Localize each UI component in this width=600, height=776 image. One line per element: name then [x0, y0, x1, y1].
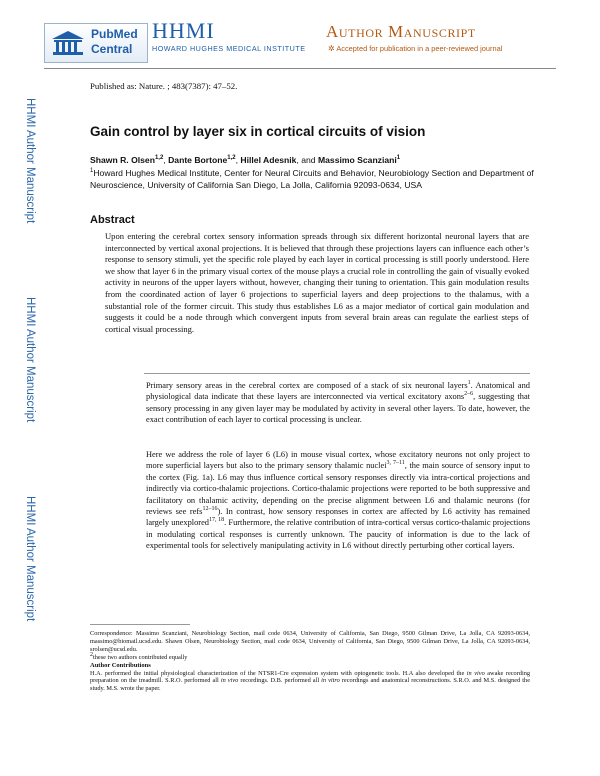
pmc-logo-text-1: PubMed — [91, 27, 138, 41]
published-as: Published as: Nature. ; 483(7387): 47–52. — [90, 81, 238, 91]
equal-contribution-note — [90, 651, 530, 662]
abstract-text: Upon entering the cerebral cortex sensory information spreads through six different horizontal neuronal layers that are interconnected by vertical axonal projections. It is believed that through these projections layers can influence each other’s response to sensory stimuli, yet the specific role played by each layer in cortical processing is still poorly understood. Here we show that layer 6 in the primary visual cortex of the mouse plays a crucial role in controlling the gain of visually evoked activity in neurons of the upper layers without, however, changing their tuning to orientation. This gain modulation results from the coordinated action of layer 6 projections to superficial layers and deep projections to the thalamus, with a substantial role of the former circuit. This study thus establishes L6 as a major mediator of cortical gain modulation and suggests it could be a node through which convergent inputs from several brain areas can regulate the earliest steps of cortical visual processing. — [105, 231, 529, 334]
article-title: Gain control by layer six in cortical circuits of vision — [90, 124, 426, 139]
author-name: Shawn R. Olsen — [90, 155, 155, 165]
side-banner-text: HHMI Author Manuscript — [24, 98, 36, 224]
pmc-logo-text-2: Central — [91, 42, 133, 56]
pubmed-central-logo — [44, 23, 148, 63]
author-separator: , and — [296, 155, 318, 165]
correspondence-note: Correspondence: Massimo Scanziani, Neurobiology Section, mail code 0634, University of California, San Diego, 9500 Gilman Drive, La Jolla, CA 92093-0634, massimo@biomail.ucsd.edu. Shawn Olsen, Neurobiology Section, mail code 0634, University of California, San Diego, 9500 Gilman Drive, La Jolla, CA 92093-0634, srolsen@ucsd.edu. — [90, 630, 530, 653]
abstract-divider — [144, 373, 530, 374]
author-name: Dante Bortone — [168, 155, 228, 165]
footnote-text: H.A. performed the initial physiological characterization of the NTSR1-Cre expression system with optogenetic tools. H.A also developed the — [90, 669, 467, 677]
citation-ref: 3, 7–11 — [386, 460, 405, 467]
footnote-divider — [90, 624, 190, 625]
body-text: . Anatomical and physiological data indicate that these layers are interconnected via vertical excitatory axons — [146, 381, 530, 402]
author-name: Hillel Adesnik — [240, 155, 297, 165]
body-text: ). In contrast, how sensory responses in cortex are affected by L6 activity has remained largely unexplored — [146, 507, 530, 528]
footnote-sup: 2 — [90, 651, 93, 658]
footnote-text: recordings and anatomical reconstructions. S.R.O. and M.S. designed the study. M.S. wrote the paper. — [90, 677, 530, 693]
affiliation — [90, 167, 550, 191]
footnotes — [90, 630, 530, 693]
author-sup: 1,2 — [227, 155, 236, 162]
side-banner-text: HHMI Author Manuscript — [24, 297, 36, 423]
body-text: . Furthermore, the relative contribution of intra-cortical versus cortico-thalamic projections in modulating cortical responses is currently unknown. The paucity of information is due to the lack of experimental tools for selectively manipulating activity in L6 without directly perturbing other cortical layers. — [146, 518, 531, 551]
author-separator: , — [163, 155, 169, 165]
author-manuscript-title: Author Manuscript — [326, 22, 476, 41]
footnote-italic: in vivo — [220, 677, 239, 685]
hhmi-logo-small: HOWARD HUGHES MEDICAL INSTITUTE — [152, 44, 306, 53]
hhmi-logo-big: HHMI — [152, 18, 215, 43]
abstract-heading: Abstract — [90, 214, 135, 226]
pmc-building-icon — [50, 30, 86, 56]
author-sup: 1 — [396, 155, 401, 162]
affiliation-sup: 1 — [90, 168, 94, 175]
author-contributions-text — [90, 670, 530, 694]
author-name: Massimo Scanziani — [317, 155, 397, 165]
author-list — [90, 155, 400, 165]
body-paragraph — [146, 380, 530, 426]
author-separator: , — [235, 155, 241, 165]
footnote-italic: in vitro — [321, 677, 340, 685]
body-paragraph — [146, 449, 530, 552]
star-icon: ✲ — [328, 44, 335, 53]
footnote-text: these two authors contributed equally — [93, 653, 188, 661]
affiliation-text: Howard Hughes Medical Institute, Center for Neural Circuits and Behavior, Neurobiology Section and Department of Neuroscience, University of California San Diego, La Jolla, California 92093-0634, USA — [90, 168, 534, 190]
body-text: Here we address the role of layer 6 (L6) in mouse visual cortex, whose excitatory neurons not only project to more superficial layers but also to the primary sensory thalamic nuclei — [146, 450, 530, 471]
footnote-italic: in vivo — [466, 669, 485, 677]
header-divider — [44, 68, 556, 69]
body-text: Primary sensory areas in the cerebral cortex are composed of a stack of six neuronal layers — [146, 381, 468, 390]
footnote-text: awake recording preparation on the treadmill. S.R.O. performed all — [90, 669, 530, 685]
citation-ref: 17, 18 — [208, 517, 225, 524]
citation-ref: 1 — [467, 380, 471, 387]
hhmi-logo — [152, 20, 306, 53]
body-text: , the main source of sensory input to the cortex (Fig. 1a). L6 may thus influence cortical sensory responses directly via intra-cortical projections and indirectly via cortico-thalamic projections. Cortico-thalamic projections were reported to be both suppressive and facilitatory on thalamic activity, depending on the precise alignment between L6 and thalamic neurons (for reviews see refs — [146, 461, 530, 517]
body-text: , suggesting that sensory processing in any given layer may be modulated by activity in several other layers. To date, however, the exact contribution of each layer to cortical processing is unclear. — [146, 392, 530, 425]
citation-ref: 12–16 — [202, 506, 218, 513]
author-contributions-heading: Author Contributions — [90, 661, 151, 669]
footnote-text: recordings. D.B. performed all — [238, 677, 322, 685]
author-manuscript-subtitle — [328, 44, 502, 53]
author-manuscript-subtitle-text: Accepted for publication in a peer-reviewed journal — [336, 44, 503, 53]
author-sup: 1,2 — [154, 155, 164, 162]
citation-ref: 2–6 — [464, 391, 474, 398]
side-banner-text: HHMI Author Manuscript — [24, 496, 36, 622]
